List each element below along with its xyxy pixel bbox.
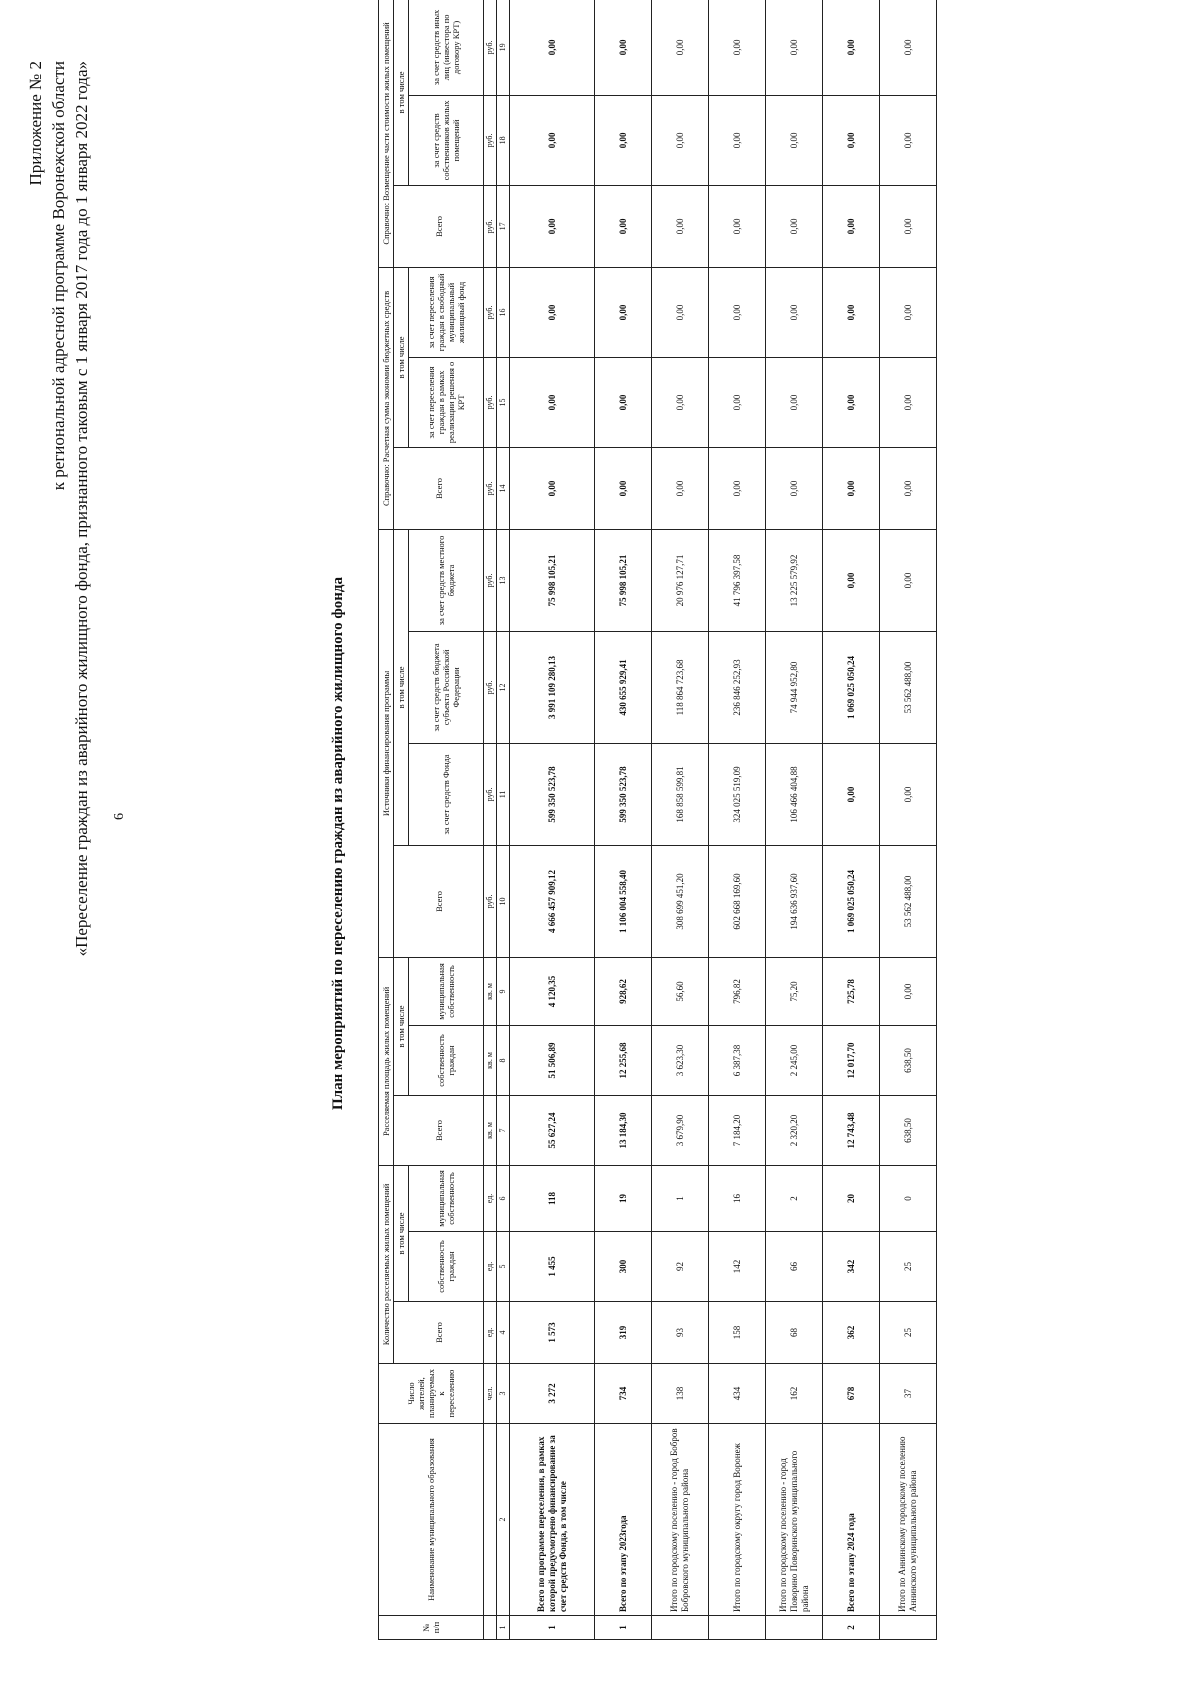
value-cell: 51 506,89 [510,1025,595,1095]
value-cell: 16 [709,1165,766,1231]
column-number-cell: 18 [497,95,510,185]
unit-cell: ед. [484,1165,497,1231]
header-num: № п/п [379,1616,484,1640]
header-subject-budget: за счет средств бюджета субъекта Российской Федерации [409,631,484,743]
row-number-cell [652,1616,709,1640]
header-financing-group: Источники финансирования программы [379,529,394,957]
header-count-incl: в том числе [394,1165,409,1301]
value-cell: 74 944 952,80 [766,631,823,743]
row-number-cell [766,1616,823,1640]
value-cell: 0,00 [709,357,766,447]
value-cell: 0,00 [766,95,823,185]
value-cell: 12 743,48 [823,1095,880,1165]
value-cell: 13 184,30 [595,1095,652,1165]
header-fund: за счет средств Фонда [409,743,484,845]
value-cell: 0,00 [595,267,652,357]
value-cell: 0,00 [823,357,880,447]
value-cell: 0,00 [595,447,652,529]
value-cell: 75,20 [766,957,823,1025]
value-cell: 2 [766,1165,823,1231]
value-cell: 0,00 [766,357,823,447]
value-cell: 602 668 169,60 [709,845,766,957]
appendix-program: к региональной адресной программе Воронежской области [49,61,68,491]
value-cell: 0,00 [823,743,880,845]
value-cell: 0,00 [709,267,766,357]
municipality-name-cell: Итого по городскому поселению - город Поворино Поворинского муниципального района [766,1424,823,1616]
value-cell: 0,00 [880,447,937,529]
value-cell: 734 [595,1364,652,1424]
value-cell: 599 350 523,78 [510,743,595,845]
value-cell: 0,00 [595,357,652,447]
column-number-cell: 13 [497,529,510,631]
header-count-group: Количество расселяемых жилых помещений [379,1165,394,1363]
value-cell: 0,00 [709,0,766,95]
row-number-cell [709,1616,766,1640]
column-number-cell: 8 [497,1025,510,1095]
value-cell: 0,00 [880,267,937,357]
value-cell: 4 666 457 909,12 [510,845,595,957]
value-cell: 56,60 [652,957,709,1025]
column-number-cell: 9 [497,957,510,1025]
unit-cell: руб. [484,185,497,267]
value-cell: 20 [823,1165,880,1231]
value-cell: 0,00 [880,95,937,185]
value-cell: 53 562 488,00 [880,631,937,743]
unit-cell: руб. [484,845,497,957]
value-cell: 0,00 [595,0,652,95]
column-number-cell: 12 [497,631,510,743]
appendix-program-name: «Переселение граждан из аварийного жилищного фонда, признанного таковым с 1 января 2017 года до 1 января 2022 года» [72,61,91,957]
unit-cell: руб. [484,743,497,845]
value-cell: 168 858 599,81 [652,743,709,845]
column-number-cell: 19 [497,0,510,95]
value-cell: 0,00 [880,0,937,95]
municipality-name-cell: Всего по этапу 2023года [595,1424,652,1616]
value-cell: 0,00 [510,357,595,447]
value-cell: 158 [709,1302,766,1364]
value-cell: 41 796 397,58 [709,529,766,631]
value-cell: 53 562 488,00 [880,845,937,957]
value-cell: 162 [766,1364,823,1424]
value-cell: 0,00 [652,185,709,267]
value-cell: 3 272 [510,1364,595,1424]
value-cell: 12 017,70 [823,1025,880,1095]
header-area-owned: собственность граждан [409,1025,484,1095]
value-cell: 25 [880,1302,937,1364]
value-cell: 342 [823,1232,880,1302]
header-comp-investor: за счет средств иных лиц (инвестора по договору КРТ) [409,0,484,95]
value-cell: 20 976 127,71 [652,529,709,631]
appendix-header [24,61,93,1361]
row-number-cell: 1 [510,1616,595,1640]
municipality-name-cell: Итого по городскому поселению - город Бобров Бобровского муниципального района [652,1424,709,1616]
header-fin-incl: в том числе [394,529,409,845]
unit-cell: кв. м [484,1095,497,1165]
unit-cell [484,1616,497,1640]
value-cell: 0,00 [880,529,937,631]
unit-cell: руб. [484,95,497,185]
value-cell: 3 623,30 [652,1025,709,1095]
header-count-muni: муниципальная собственность [409,1165,484,1231]
value-cell: 638,50 [880,1025,937,1095]
header-compensation-group: Справочно: Возмещение части стоимости жилых помещений [379,0,394,267]
unit-cell: кв. м [484,1025,497,1095]
header-comp-owners: за счет средств собственников жилых помещений [409,95,484,185]
header-fin-total: Всего [394,845,484,957]
header-local-budget: за счет средств местного бюджета [409,529,484,631]
unit-cell: кв. м [484,957,497,1025]
header-econ-total: Всего [394,447,484,529]
value-cell: 1 573 [510,1302,595,1364]
header-area-muni: муниципальная собственность [409,957,484,1025]
value-cell: 1 069 025 050,24 [823,631,880,743]
unit-cell: ед. [484,1232,497,1302]
value-cell: 7 184,20 [709,1095,766,1165]
value-cell: 2 245,00 [766,1025,823,1095]
value-cell: 0,00 [823,185,880,267]
unit-cell: чел. [484,1364,497,1424]
value-cell: 19 [595,1165,652,1231]
header-count-owned: собственность граждан [409,1232,484,1302]
value-cell: 0,00 [880,743,937,845]
value-cell: 93 [652,1302,709,1364]
header-comp-total: Всего [394,185,484,267]
header-econ-krt: за счет переселения граждан в рамках реализации решения о КРТ [409,357,484,447]
column-numbers-row [497,0,510,1640]
header-area-group: Расселяемая площадь жилых помещений [379,957,394,1165]
value-cell: 1 106 004 558,40 [595,845,652,957]
municipality-name-cell: Всего по этапу 2024 года [823,1424,880,1616]
value-cell: 324 025 519,09 [709,743,766,845]
value-cell: 928,62 [595,957,652,1025]
table-row [652,0,709,1640]
value-cell: 2 320,20 [766,1095,823,1165]
column-number-cell: 1 [497,1616,510,1640]
header-residents: Число жителей, планируемых к переселению [379,1364,484,1424]
value-cell: 13 225 579,92 [766,529,823,631]
value-cell: 0,00 [709,95,766,185]
unit-cell: руб. [484,447,497,529]
unit-cell: руб. [484,631,497,743]
municipality-name-cell: Итого по городскому округу город Воронеж [709,1424,766,1616]
value-cell: 75 998 105,21 [595,529,652,631]
value-cell: 92 [652,1232,709,1302]
value-cell: 0,00 [510,185,595,267]
column-number-cell: 11 [497,743,510,845]
column-number-cell: 16 [497,267,510,357]
unit-cell: ед. [484,1302,497,1364]
page-number: 6 [112,813,127,820]
column-number-cell: 15 [497,357,510,447]
value-cell: 138 [652,1364,709,1424]
value-cell: 0,00 [766,447,823,529]
value-cell: 0 [880,1165,937,1231]
value-cell: 3 679,90 [652,1095,709,1165]
value-cell: 0,00 [595,95,652,185]
column-number-cell: 4 [497,1302,510,1364]
header-comp-incl: в том числе [394,0,409,185]
value-cell: 0,00 [652,267,709,357]
value-cell: 4 120,35 [510,957,595,1025]
unit-cell [484,1424,497,1616]
header-area-total: Всего [394,1095,484,1165]
value-cell: 0,00 [595,185,652,267]
value-cell: 106 466 404,88 [766,743,823,845]
unit-cell: руб. [484,529,497,631]
value-cell: 0,00 [652,357,709,447]
column-number-cell: 5 [497,1232,510,1302]
column-number-cell: 14 [497,447,510,529]
value-cell: 3 991 109 280,13 [510,631,595,743]
table-row [880,0,937,1640]
header-area-incl: в том числе [394,957,409,1095]
value-cell: 0,00 [652,95,709,185]
value-cell: 0,00 [823,267,880,357]
value-cell: 142 [709,1232,766,1302]
value-cell: 0,00 [652,0,709,95]
value-cell: 0,00 [823,0,880,95]
column-number-cell: 17 [497,185,510,267]
value-cell: 194 636 937,60 [766,845,823,957]
row-number-cell [880,1616,937,1640]
row-number-cell: 2 [823,1616,880,1640]
units-row [484,0,497,1640]
value-cell: 6 387,38 [709,1025,766,1095]
column-number-cell: 7 [497,1095,510,1165]
column-number-cell: 10 [497,845,510,957]
value-cell: 55 627,24 [510,1095,595,1165]
header-count-total: Всего [394,1302,484,1364]
value-cell: 236 846 252,93 [709,631,766,743]
value-cell: 300 [595,1232,652,1302]
value-cell: 796,82 [709,957,766,1025]
value-cell: 362 [823,1302,880,1364]
value-cell: 725,78 [823,957,880,1025]
unit-cell: руб. [484,0,497,95]
value-cell: 0,00 [880,185,937,267]
table-row [709,0,766,1640]
value-cell: 0,00 [766,267,823,357]
header-economy-group: Справочно: Расчетная сумма экономии бюджетных средств [379,267,394,529]
table-row [595,0,652,1640]
value-cell: 0,00 [823,95,880,185]
row-number-cell: 1 [595,1616,652,1640]
value-cell: 66 [766,1232,823,1302]
value-cell: 0,00 [880,957,937,1025]
value-cell: 599 350 523,78 [595,743,652,845]
value-cell: 75 998 105,21 [510,529,595,631]
value-cell: 638,50 [880,1095,937,1165]
table-row [766,0,823,1640]
value-cell: 0,00 [766,185,823,267]
plan-title: План мероприятий по переселению граждан из аварийного жилищного фонда [330,577,346,1110]
value-cell: 0,00 [510,267,595,357]
municipality-name-cell: Всего по программе переселения, в рамках которой предусмотрено финансирование за счет средств Фонда, в том числе [510,1424,595,1616]
value-cell: 0,00 [709,447,766,529]
table-body [510,0,937,1640]
header-name: Наименование муниципального образования [379,1424,484,1616]
value-cell: 0,00 [652,447,709,529]
value-cell: 0,00 [766,0,823,95]
value-cell: 434 [709,1364,766,1424]
header-econ-incl: в том числе [394,267,409,447]
value-cell: 0,00 [823,447,880,529]
value-cell: 678 [823,1364,880,1424]
value-cell: 68 [766,1302,823,1364]
column-number-cell: 2 [497,1424,510,1616]
value-cell: 0,00 [510,95,595,185]
value-cell: 0,00 [510,447,595,529]
value-cell: 0,00 [880,357,937,447]
appendix-title: Приложение № 2 [26,61,45,186]
plan-table [378,0,937,1640]
value-cell: 0,00 [510,0,595,95]
header-econ-free-fund: за счет переселения граждан в свободный муниципальный жилищный фонд [409,267,484,357]
value-cell: 118 864 723,68 [652,631,709,743]
value-cell: 37 [880,1364,937,1424]
value-cell: 319 [595,1302,652,1364]
value-cell: 1 455 [510,1232,595,1302]
value-cell: 12 255,68 [595,1025,652,1095]
municipality-name-cell: Итого по Аннинскому городскому поселению Аннинского муниципального района [880,1424,937,1616]
value-cell: 118 [510,1165,595,1231]
value-cell: 0,00 [823,529,880,631]
value-cell: 430 655 929,41 [595,631,652,743]
value-cell: 308 699 451,20 [652,845,709,957]
value-cell: 1 069 025 050,24 [823,845,880,957]
unit-cell: руб. [484,267,497,357]
column-number-cell: 6 [497,1165,510,1231]
unit-cell: руб. [484,357,497,447]
column-number-cell: 3 [497,1364,510,1424]
value-cell: 0,00 [709,185,766,267]
table-row [510,0,595,1640]
value-cell: 1 [652,1165,709,1231]
value-cell: 25 [880,1232,937,1302]
table-row [823,0,880,1640]
